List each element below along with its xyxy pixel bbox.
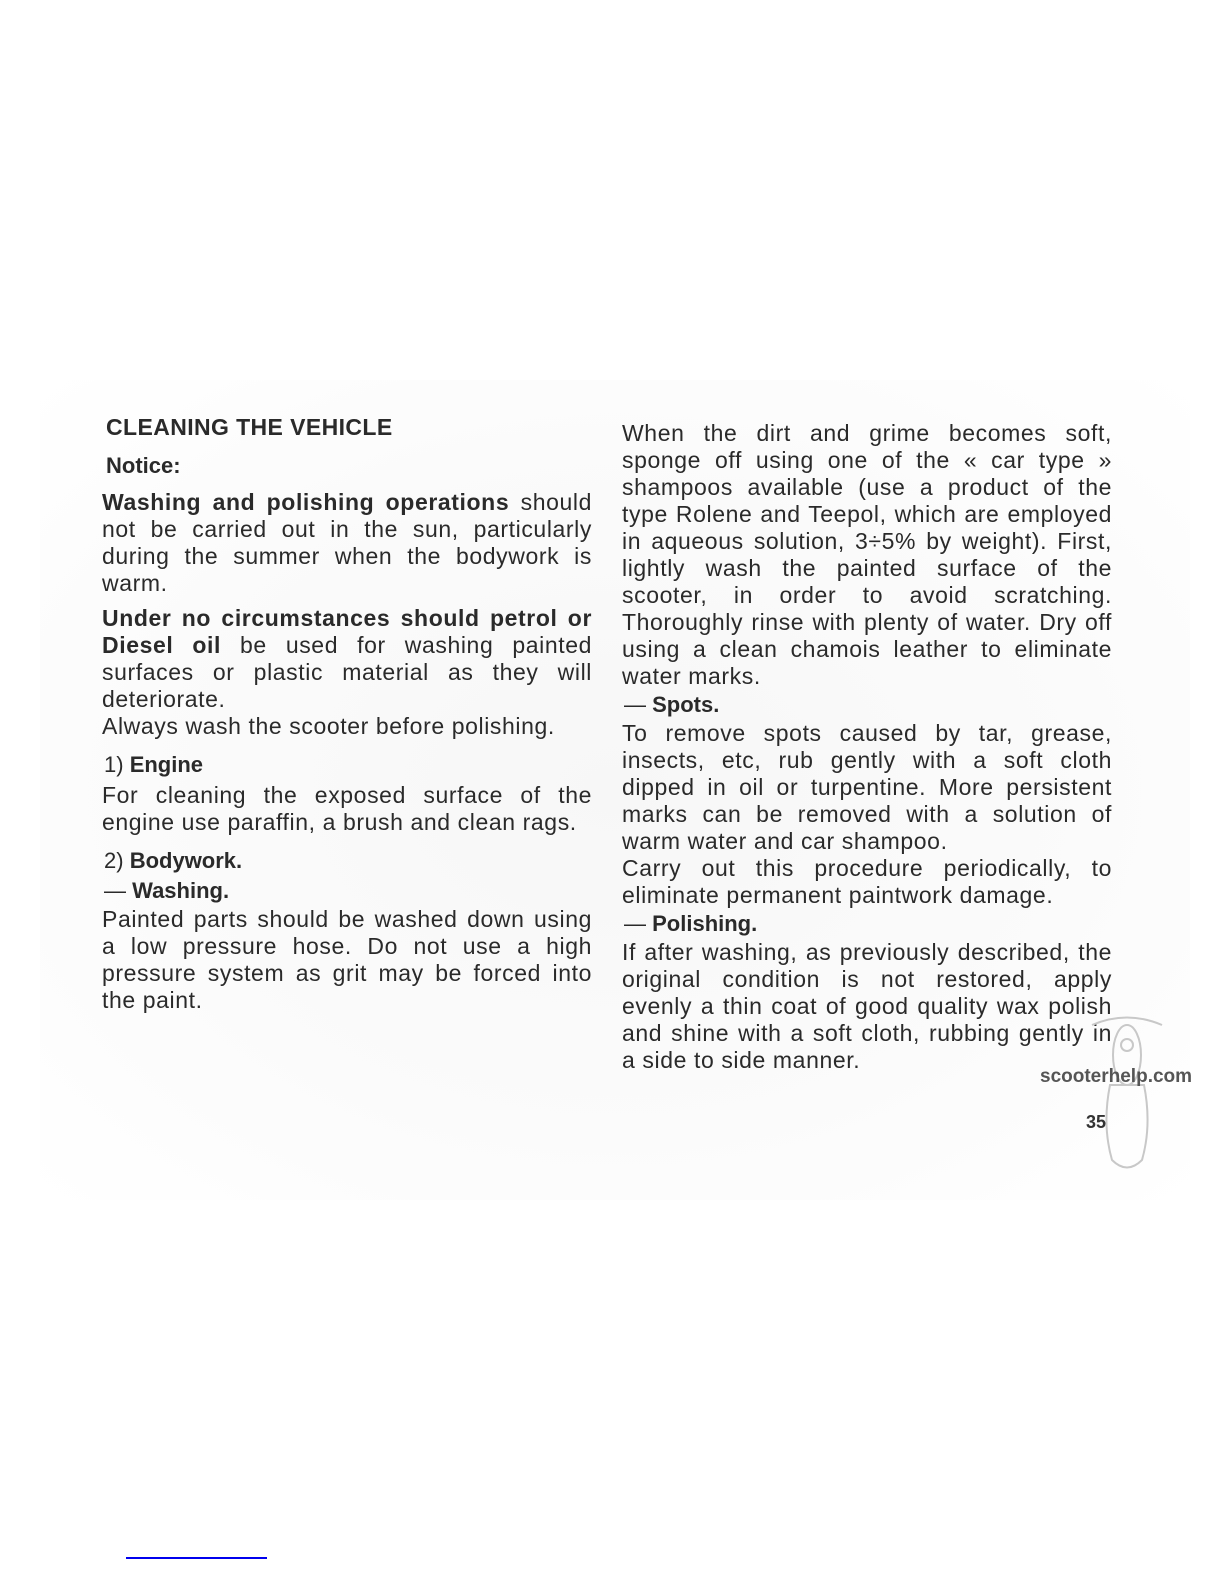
page-title: CLEANING THE VEHICLE — [106, 414, 393, 440]
notice-paragraph-3: Always wash the scooter before polishing. — [102, 713, 555, 739]
notice-label: Notice: — [106, 453, 181, 478]
engine-label: Engine — [129, 752, 204, 777]
bodywork-heading — [104, 848, 592, 874]
right-column — [622, 420, 1112, 1074]
polishing-label: Polishing. — [652, 911, 758, 936]
washing-heading — [104, 878, 592, 904]
engine-paragraph: For cleaning the exposed surface of the engine use paraffin, a brush and clean rags. — [102, 782, 592, 835]
spots-label: Spots. — [652, 692, 720, 717]
polishing-paragraph: If after washing, as previously described, the original condition is not restored, apply evenly a thin coat of good quality wax polish and shine with a soft cloth, rubbing gently in a side to side manner. — [622, 939, 1112, 1073]
bodywork-label: Bodywork. — [129, 848, 243, 873]
left-column — [102, 406, 592, 1014]
washing-label: Washing. — [132, 878, 230, 903]
page-number: 35 — [1086, 1112, 1107, 1132]
polishing-dash: — — [624, 911, 646, 936]
notice-paragraph-2 — [102, 605, 592, 713]
watermark-text: scooterhelp.com — [1040, 1066, 1193, 1087]
notice-2-bold: Under no circumstances should petrol or Diesel oil — [102, 605, 592, 658]
bodywork-number: 2) — [104, 848, 124, 873]
notice-paragraph-1 — [102, 489, 592, 597]
cleaning-paragraph: When the dirt and grime becomes soft, sponge off using one of the « car type » shampoos available (use a product of the type Rolene and Teepol, which are employed in aqueous solution, 3÷5% by weight). First, lightly wash the painted surface of the scooter, in order to avoid scratching. Thoroughly rinse with plenty of water. Dry off using a clean chamois leather to eliminate water marks. — [622, 420, 1112, 689]
spots-dash: — — [624, 692, 646, 717]
washing-paragraph: Painted parts should be washed down using a low pressure hose. Do not use a high pressure system as grit may be forced into the paint. — [102, 906, 592, 1013]
engine-number: 1) — [104, 752, 124, 777]
spots-paragraph: To remove spots caused by tar, grease, insects, etc, rub gently with a soft cloth dipped in oil or turpentine. More persistent marks can be removed with a solution of warm water and car shampoo. — [622, 720, 1112, 854]
spots-paragraph-2: Carry out this procedure periodically, to eliminate permanent paintwork damage. — [622, 855, 1112, 908]
spots-heading — [624, 692, 1112, 718]
polishing-heading — [624, 911, 1112, 937]
footer-link-underline — [126, 1557, 267, 1559]
washing-dash: — — [104, 878, 126, 903]
notice-1-text: should not be carried out in the sun, particularly during the summer when the bodywork is warm. — [102, 489, 592, 596]
engine-heading — [104, 752, 592, 778]
notice-1-bold: Washing and polishing operations — [102, 489, 510, 515]
notice-2-text: be used for washing painted surfaces or plastic material as they will deteriorate. — [102, 632, 592, 712]
